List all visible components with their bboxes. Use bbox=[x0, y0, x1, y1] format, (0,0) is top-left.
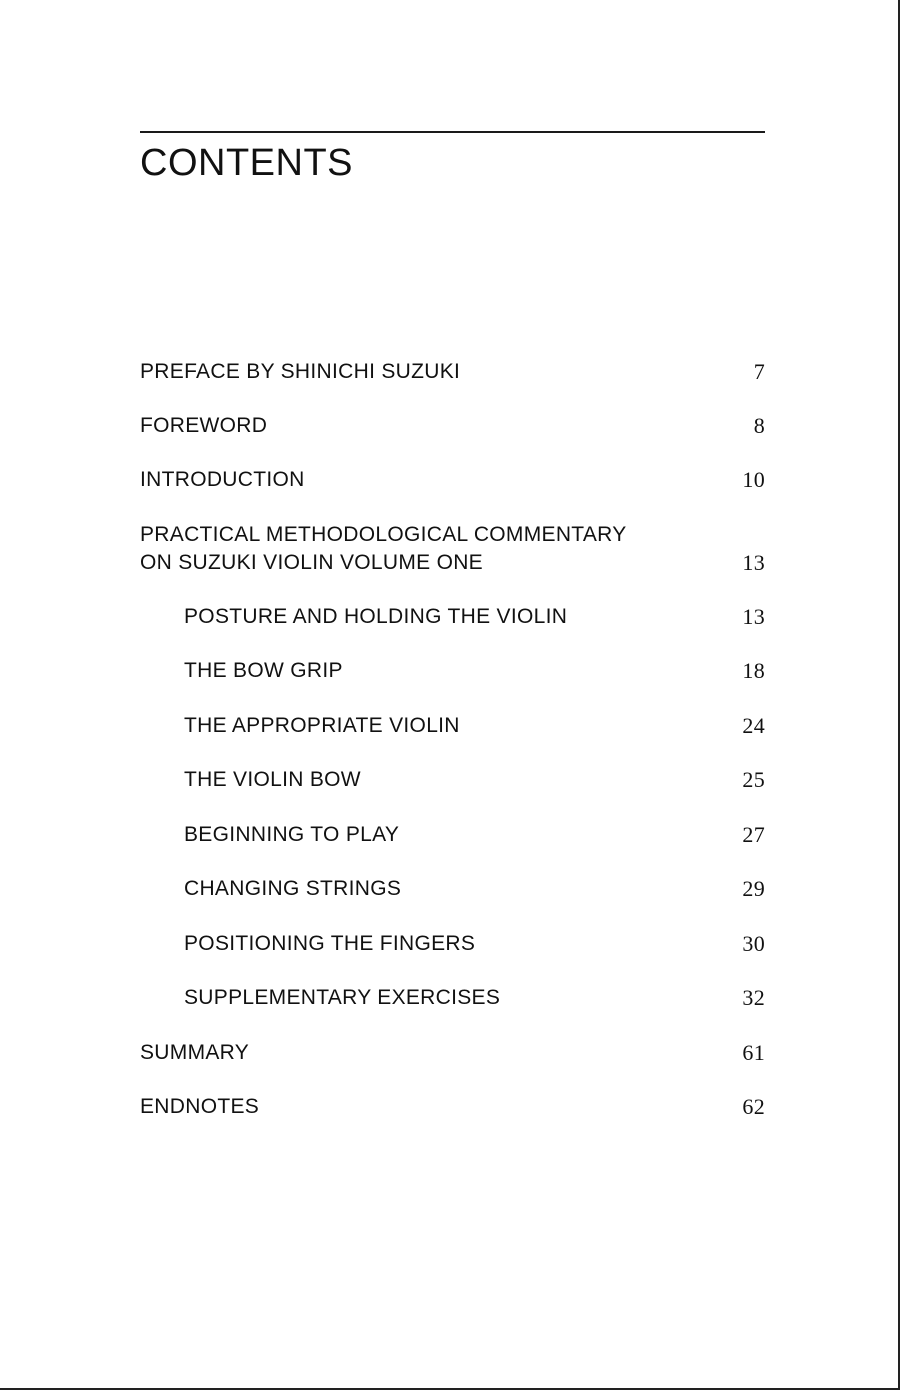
toc-entry-label: POSTURE AND HOLDING THE VIOLIN bbox=[184, 605, 568, 628]
toc-entry-label: FOREWORD bbox=[140, 414, 268, 437]
toc-entry-label: THE BOW GRIP bbox=[184, 659, 343, 682]
toc-entry-page: 25 bbox=[742, 767, 765, 792]
toc-entry-page: 10 bbox=[742, 467, 765, 492]
toc-entry-page: 24 bbox=[742, 713, 765, 738]
toc-entry-page: 18 bbox=[742, 658, 765, 683]
toc-entry-page: 62 bbox=[742, 1094, 765, 1119]
toc-entry-label: INTRODUCTION bbox=[140, 468, 305, 491]
toc-entry-page: 61 bbox=[742, 1040, 765, 1065]
toc-entry-label: ENDNOTES bbox=[140, 1095, 260, 1118]
toc-entry-page: 13 bbox=[742, 550, 765, 575]
toc-entry-label: BEGINNING TO PLAY bbox=[184, 823, 400, 846]
title-rule bbox=[140, 131, 765, 133]
page-title: CONTENTS bbox=[140, 142, 353, 184]
toc-entry-page: 30 bbox=[742, 931, 765, 956]
toc-entry-page: 27 bbox=[742, 822, 765, 847]
toc-entry-page: 7 bbox=[753, 359, 765, 384]
toc-entry-label: THE APPROPRIATE VIOLIN bbox=[184, 714, 460, 737]
toc-entry-practical-commentary[interactable] bbox=[140, 521, 765, 577]
toc-entry-label-line2: ON SUZUKI VIOLIN VOLUME ONE bbox=[140, 551, 483, 574]
toc-entry-label: PREFACE BY SHINICHI SUZUKI bbox=[140, 360, 461, 383]
toc-entry-page: 32 bbox=[742, 985, 765, 1010]
toc-entry-label: CHANGING STRINGS bbox=[184, 877, 402, 900]
toc-entry-label: SUMMARY bbox=[140, 1041, 250, 1064]
toc-entry-page: 29 bbox=[742, 876, 765, 901]
toc-entry-page: 8 bbox=[753, 413, 765, 438]
toc-entry-label bbox=[140, 521, 627, 577]
toc-entry-label: THE VIOLIN BOW bbox=[184, 768, 361, 791]
toc-entry-label: SUPPLEMENTARY EXERCISES bbox=[184, 986, 501, 1009]
toc-entry-label-line1: PRACTICAL METHODOLOGICAL COMMENTARY bbox=[140, 523, 627, 546]
toc-entry-page: 13 bbox=[742, 604, 765, 629]
toc-entry-label: POSITIONING THE FINGERS bbox=[184, 932, 476, 955]
